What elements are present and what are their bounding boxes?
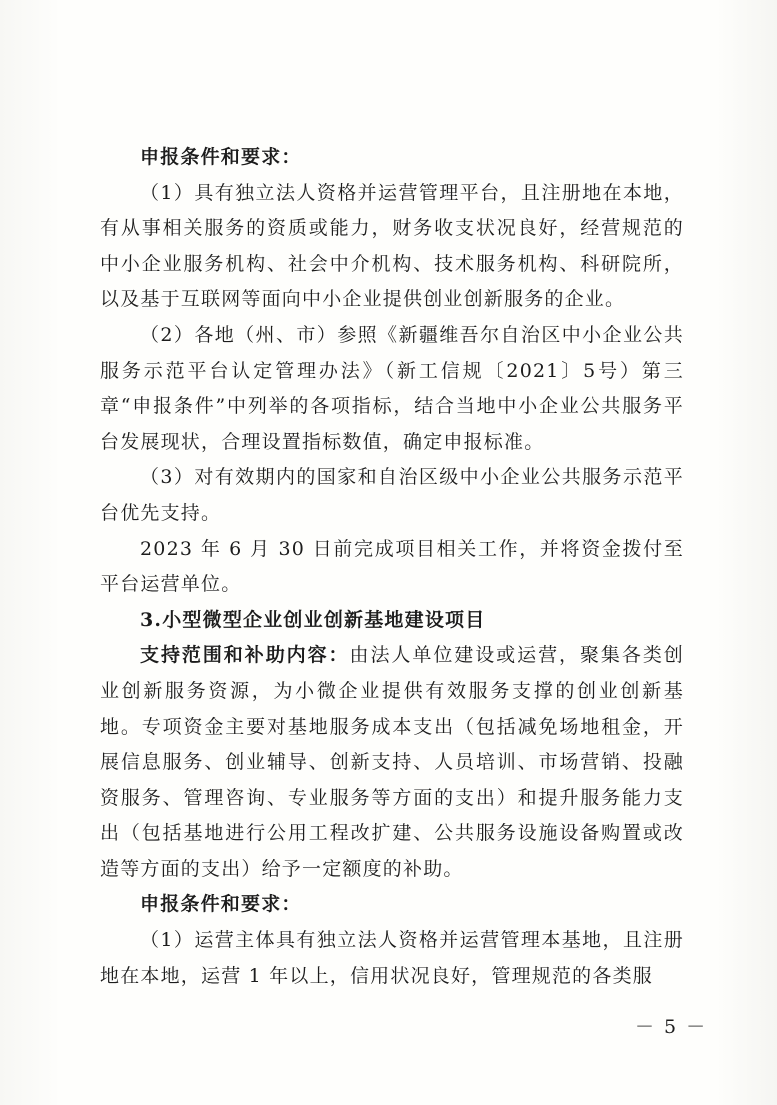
paragraph-2-text: （1）具有独立法人资格并运营管理平台，且注册地在本地，有从事相关服务的资质或能力，财务收支状况良好，经营规范的中小企业服务机构、社会中介机构、技术服务机构、科研院所，以及基于互联网等面向中小企业提供创业创新服务的企业。 [100, 181, 684, 311]
paragraph-1-heading: 申报条件和要求： [140, 146, 302, 168]
paragraph-3-text: （2）各地（州、市）参照《新疆维吾尔自治区中小企业公共服务示范平台认定管理办法》（新工信规〔2021〕5号）第三章“申报条件”中列举的各项指标，结合当地中小企业公共服务平台发展现状，合理设置指标数值，确定申报标准。 [100, 323, 684, 453]
paragraph-9-text: （1）运营主体具有独立法人资格并运营管理本基地，且注册地在本地，运营 1 年以上，信用状况良好，管理规范的各类服 [100, 929, 684, 987]
paragraph-1 [100, 140, 684, 176]
paragraph-5-text: 2023 年 6 月 30 日前完成项目相关工作，并将资金拨付至平台运营单位。 [100, 537, 684, 596]
paragraph-3 [100, 318, 684, 460]
paragraph-5 [100, 532, 684, 603]
document-body [100, 140, 684, 994]
paragraph-4-text: （3）对有效期内的国家和自治区级中小企业公共服务示范平台优先支持。 [100, 466, 684, 524]
paragraph-2 [100, 176, 684, 318]
paragraph-9 [100, 923, 684, 994]
paragraph-7 [100, 638, 684, 887]
paragraph-8-heading: 申报条件和要求： [140, 893, 302, 916]
paragraph-6-heading: 3.小型微型企业创业创新基地建设项目 [140, 608, 486, 631]
page-number: － 5 － [635, 1016, 708, 1038]
paragraph-8 [100, 887, 684, 923]
paragraph-7-text: 由法人单位建设或运营，聚集各类创业创新服务资源，为小微企业提供有效服务支撑的创业创新基地。专项资金主要对基地服务成本支出（包括减免场地租金，开展信息服务、创业辅导、创新支持、人员培训、市场营销、投融资服务、管理咨询、专业服务等方面的支出）和提升服务能力支出（包括基地进行公用工程改扩建、公共服务设施设备购置或改造等方面的支出）给予一定额度的补助。 [100, 644, 684, 880]
paragraph-7-heading: 支持范围和补助内容： [140, 644, 350, 667]
paragraph-6 [100, 603, 684, 639]
paragraph-4 [100, 460, 684, 531]
